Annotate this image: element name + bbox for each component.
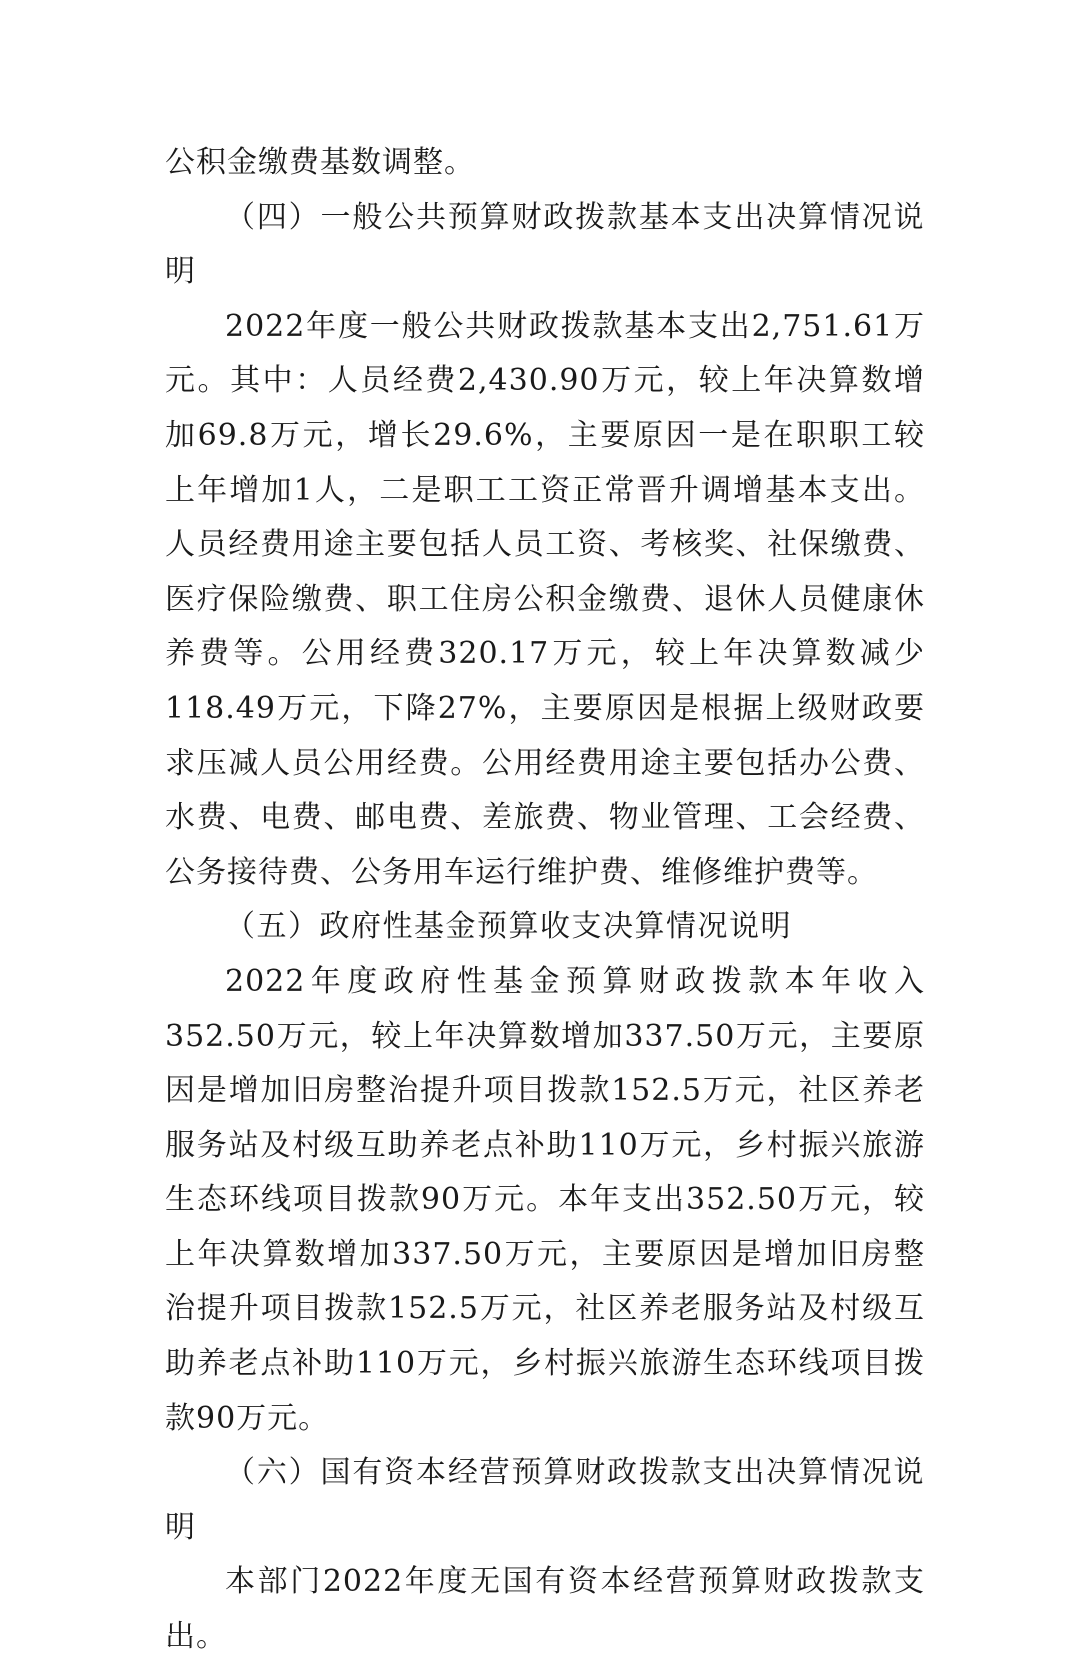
- section-heading-5: （五）政府性基金预算收支决算情况说明: [225, 909, 792, 945]
- document-body: [165, 136, 925, 1665]
- section-heading-4: （四）一般公共预算财政拨款基本支出决算情况说明: [165, 199, 925, 290]
- paragraph-government-fund: 2022年度政府性基金预算财政拨款本年收入352.50万元，较上年决算数增加337.50万元，主要原因是增加旧房整治提升项目拨款152.5万元，社区养老服务站及村级互助养老点补助110万元，乡村振兴旅游生态环线项目拨款90万元。本年支出352.50万元，较上年决算数增加337.50万元，主要原因是增加旧房整治提升项目拨款152.5万元，社区养老服务站及村级互助养老点补助110万元，乡村振兴旅游生态环线项目拨款90万元。: [165, 963, 925, 1436]
- paragraph-basic-expenditure: 2022年度一般公共财政拨款基本支出2,751.61万元。其中：人员经费2,430.90万元，较上年决算数增加69.8万元，增长29.6%，主要原因一是在职职工较上年增加1人，二是职工工资正常晋升调增基本支出。人员经费用途主要包括人员工资、考核奖、社保缴费、医疗保险缴费、职工住房公积金缴费、退休人员健康休养费等。公用经费320.17万元，较上年决算数减少118.49万元，下降27%，主要原因是根据上级财政要求压减人员公用经费。公用经费用途主要包括办公费、水费、电费、邮电费、差旅费、物业管理、工会经费、公务接待费、公务用车运行维护费、维修维护费等。: [165, 308, 925, 890]
- paragraph-continued: 公积金缴费基数调整。: [165, 145, 475, 180]
- section-heading-6: （六）国有资本经营预算财政拨款支出决算情况说明: [165, 1455, 925, 1545]
- paragraph-state-capital: 本部门2022年度无国有资本经营预算财政拨款支出。: [165, 1564, 925, 1655]
